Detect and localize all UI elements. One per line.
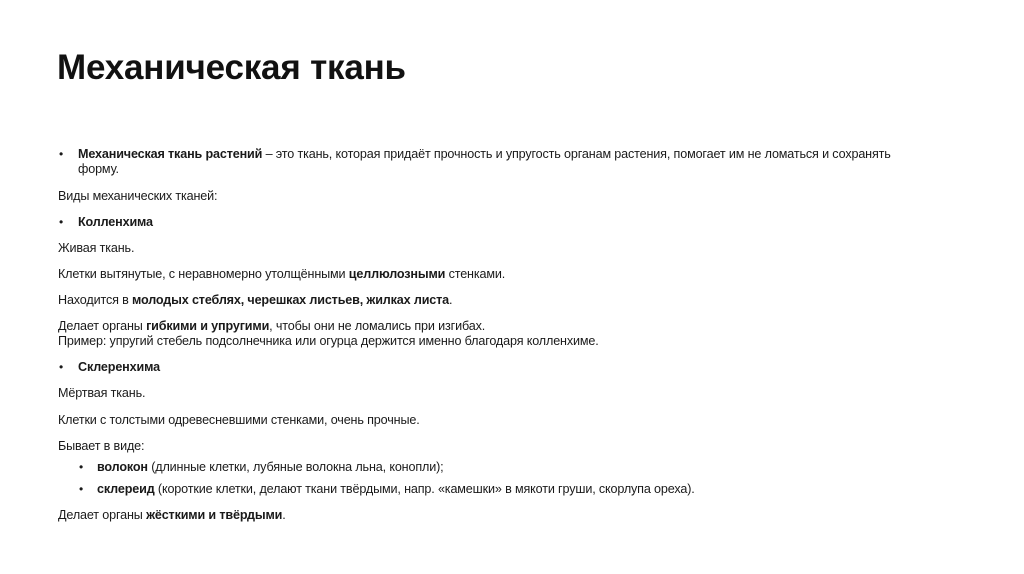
sub-item-sclereids: склереид (короткие клетки, делают ткани твёрдыми, напр. «камешки» в мякоти груши, скорлупа ореха).: [97, 482, 695, 496]
bullet: •: [59, 147, 64, 161]
sub-bullet: •: [79, 460, 84, 474]
sclerenchyma-p4: Делает органы жёсткими и твёрдыми.: [58, 508, 286, 522]
sclerenchyma-p3: Бывает в виде:: [58, 439, 145, 453]
types-intro: Виды механических тканей:: [58, 189, 218, 203]
sclerenchyma-heading: Склеренхима: [78, 360, 160, 374]
collenchyma-p2: Клетки вытянутые, с неравномерно утолщёнными целлюлозными стенками.: [58, 267, 506, 281]
collenchyma-p3: Находится в молодых стеблях, черешках листьев, жилках листа.: [58, 293, 453, 307]
sclerenchyma-p2: Клетки с толстыми одревесневшими стенками, очень прочные.: [58, 413, 420, 427]
bullet: •: [59, 215, 64, 229]
definition-line: Механическая ткань растений – это ткань, которая придаёт прочность и упругость органам растения, помогает им не ломаться и сохранять: [78, 147, 891, 161]
bullet: •: [59, 360, 64, 374]
collenchyma-p5: Пример: упругий стебель подсолнечника или огурца держится именно благодаря колленхиме.: [58, 334, 599, 348]
sub-bullet: •: [79, 482, 84, 496]
collenchyma-heading: Колленхима: [78, 215, 153, 229]
sclerenchyma-p1: Мёртвая ткань.: [58, 386, 146, 400]
collenchyma-p4: Делает органы гибкими и упругими, чтобы они не ломались при изгибах.: [58, 319, 486, 333]
definition-line-2: форму.: [78, 162, 119, 176]
slide-title: Механическая ткань: [57, 48, 406, 87]
sub-item-fibers: волокон (длинные клетки, лубяные волокна льна, конопли);: [97, 460, 444, 474]
collenchyma-p1: Живая ткань.: [58, 241, 135, 255]
